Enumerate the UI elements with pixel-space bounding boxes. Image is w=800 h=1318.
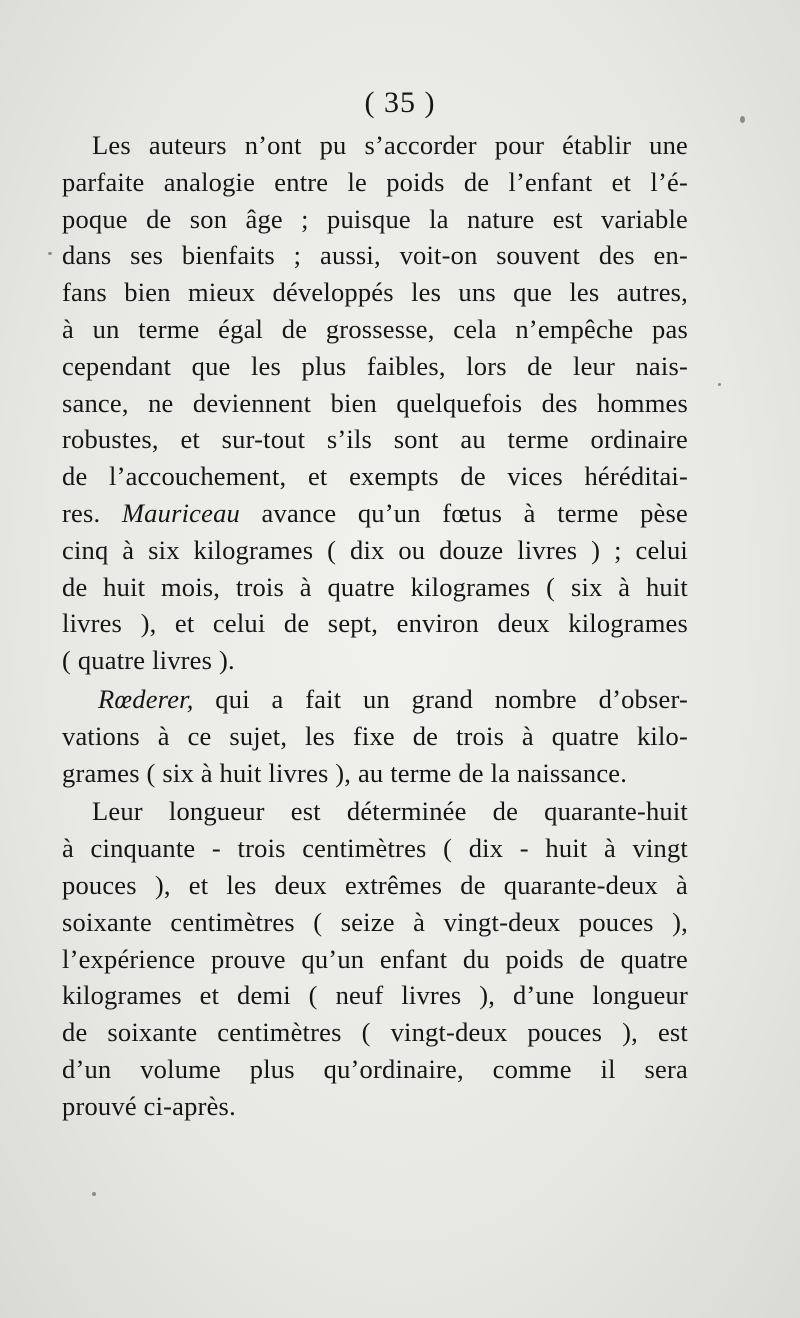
text-run: qui a fait un grand nombre d’obser- xyxy=(193,683,688,714)
text-line: pouces ), et les deux extrêmes de quarante-deux à xyxy=(62,869,688,900)
text-line: de l’accouchement, et exempts de vices héréditai- xyxy=(62,461,688,492)
text-line: de soixante centimètres ( vingt-deux pouces ), est xyxy=(62,1017,688,1048)
text-line: Leur longueur est déterminée de quarante-huit xyxy=(92,796,688,827)
text-run: res. xyxy=(62,497,122,528)
text-line: robustes, et sur-tout s’ils sont au terme ordinaire xyxy=(62,424,688,455)
author-name-mauriceau: Mauriceau xyxy=(121,497,240,528)
text-line: livres ), et celui de sept, environ deux kilogrames xyxy=(62,608,688,639)
text-line: à un terme égal de grossesse, cela n’empêche pas xyxy=(62,313,688,344)
text-line: l’expérience prouve qu’un enfant du poids de quatre xyxy=(62,943,688,974)
text-run: avance qu’un fœtus à terme pèse xyxy=(239,497,688,528)
text-line: Les auteurs n’ont pu s’accorder pour établir une xyxy=(92,130,688,160)
text-line: dans ses bienfaits ; aussi, voit-on souvent des en- xyxy=(62,240,688,271)
paragraph-1 xyxy=(62,127,688,679)
body-text xyxy=(62,127,688,1125)
paragraph-3 xyxy=(62,793,688,1124)
page-number: ( 35 ) xyxy=(364,86,436,119)
author-name-roederer: Rœderer, xyxy=(98,683,194,714)
text-line: vations à ce sujet, les fixe de trois à quatre kilo- xyxy=(62,720,688,751)
text-line: poque de son âge ; puisque la nature est variable xyxy=(62,203,688,234)
text-line: cinq à six kilogrames ( dix ou douze livres ) ; celui xyxy=(62,534,688,565)
text-line: sance, ne deviennent bien quelquefois des hommes xyxy=(62,387,688,418)
text-line: fans bien mieux développés les uns que les autres, xyxy=(62,277,688,308)
text-line: kilogrames et demi ( neuf livres ), d’une longueur xyxy=(62,980,688,1011)
paper-speck xyxy=(48,252,52,255)
text-line-roederer xyxy=(62,681,688,718)
text-line-mauriceau xyxy=(62,495,688,532)
text-line: soixante centimètres ( seize à vingt-deux pouces ), xyxy=(62,906,688,937)
text-line: prouvé ci-après. xyxy=(62,1090,236,1121)
text-line: de huit mois, trois à quatre kilogrames ( six à huit xyxy=(62,571,688,602)
paper-speck xyxy=(740,116,745,123)
text-line: grames ( six à huit livres ), au terme de la naissance. xyxy=(62,757,628,788)
text-line: ( quatre livres ). xyxy=(62,645,235,676)
text-line: d’un volume plus qu’ordinaire, comme il sera xyxy=(62,1053,688,1084)
text-line: cependant que les plus faibles, lors de leur nais- xyxy=(62,350,688,381)
text-line: à cinquante - trois centimètres ( dix - huit à vingt xyxy=(62,833,688,864)
text-line: parfaite analogie entre le poids de l’enfant et l’é- xyxy=(62,166,688,197)
paper-speck xyxy=(718,383,721,386)
paper-speck xyxy=(92,1192,96,1196)
paragraph-2 xyxy=(62,681,688,791)
